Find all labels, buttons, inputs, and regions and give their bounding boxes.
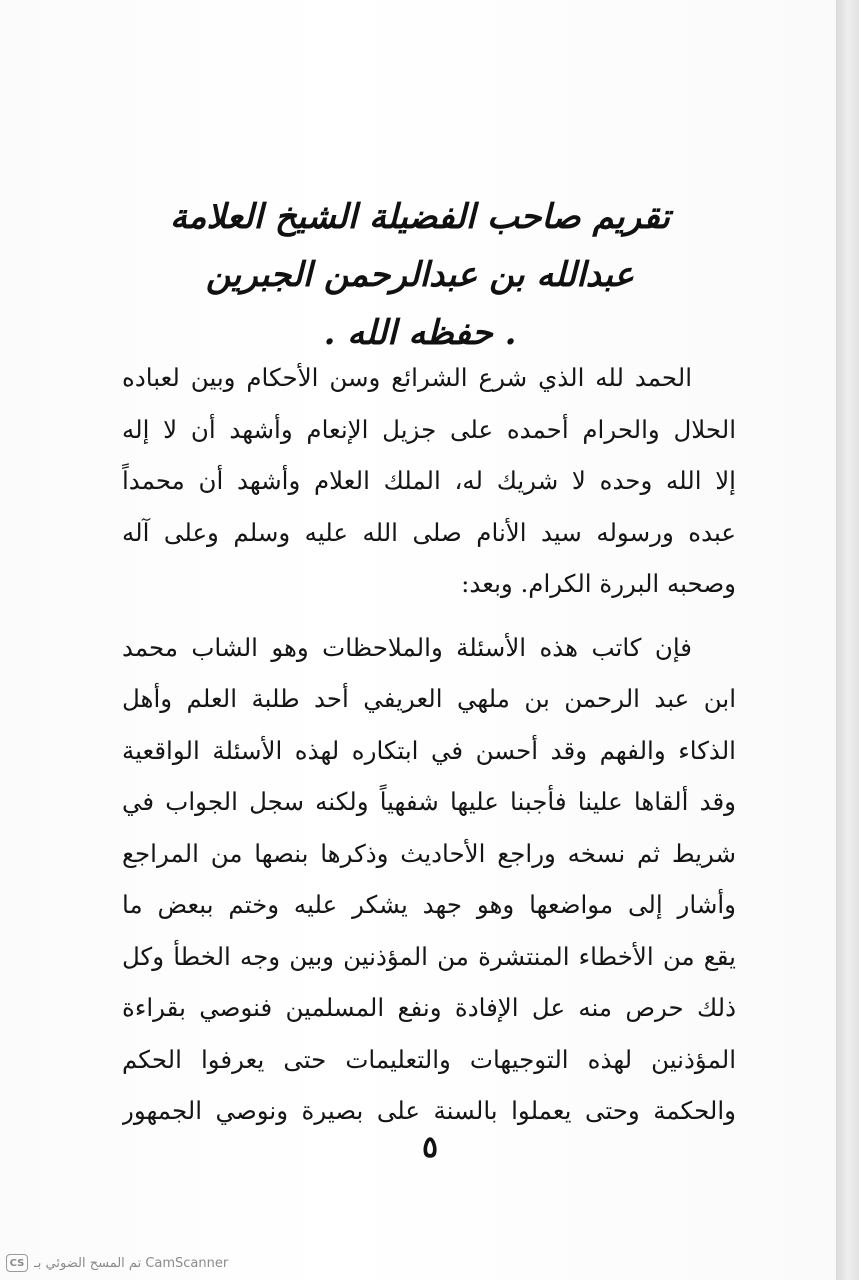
text-line: فإن كاتب هذه الأسئلة والملاحظات وهو الشاب محمد <box>122 632 692 662</box>
text-line: المؤذنين لهذه التوجيهات والتعليمات حتى يعرفوا الحكم <box>122 1044 736 1074</box>
title-line-1: تقريم صاحب الفضيلة الشيخ العلامة <box>169 197 670 237</box>
text-line: يقع من الأخطاء المنتشرة من المؤذنين وبين وجه الخطأ وكل <box>122 941 736 971</box>
title-line-2: عبدالله بن عبدالرحمن الجبرين <box>205 255 635 295</box>
text-line: الحمد لله الذي شرع الشرائع وسن الأحكام وبين لعباده <box>122 363 692 392</box>
body-text <box>122 352 736 1137</box>
page-title <box>100 188 740 362</box>
paragraph-gap <box>122 610 736 622</box>
text-line: الحلال والحرام أحمده على جزيل الإنعام وأشهد أن لا إله <box>122 414 736 444</box>
paragraph-2 <box>122 622 736 1137</box>
text-line: ابن عبد الرحمن بن ملهي العريفي أحد طلبة العلم وأهل <box>122 684 736 713</box>
title-line-3: . حفظه الله . <box>323 313 517 353</box>
watermark-text: تم المسح الضوئي بـ CamScanner <box>34 1255 229 1271</box>
camscanner-logo-icon: CS <box>6 1254 28 1272</box>
text-line: عبده ورسوله سيد الأنام صلى الله عليه وسلم وعلى آله <box>122 517 736 547</box>
camscanner-watermark <box>6 1252 228 1274</box>
text-line: إلا الله وحده لا شريك له، الملك العلام وأشهد أن محمداً <box>122 466 736 495</box>
text-line: ذلك حرص منه عل الإفادة ونفع المسلمين فنوصي بقراءة <box>122 993 736 1022</box>
text-line: والحكمة وحتى يعملوا بالسنة على بصيرة ونوصي الجمهور <box>122 1096 736 1125</box>
page-edge <box>836 0 859 1280</box>
paragraph-1 <box>122 352 736 610</box>
text-line: شريط ثم نسخه وراجع الأحاديث وذكرها بنصها من المراجع <box>122 838 736 868</box>
text-line: الذكاء والفهم وقد أحسن في ابتكاره لهذه الأسئلة الواقعية <box>122 735 736 765</box>
text-line: وقد ألقاها علينا فأجبنا عليها شفهياً ولكنه سجل الجواب في <box>122 787 736 816</box>
text-line: وأشار إلى مواضعها وهو جهد يشكر عليه وختم ببعض ما <box>122 890 736 919</box>
page-number: ٥ <box>421 1130 439 1165</box>
text-line: وصحبه البررة الكرام. وبعد: <box>461 569 736 598</box>
